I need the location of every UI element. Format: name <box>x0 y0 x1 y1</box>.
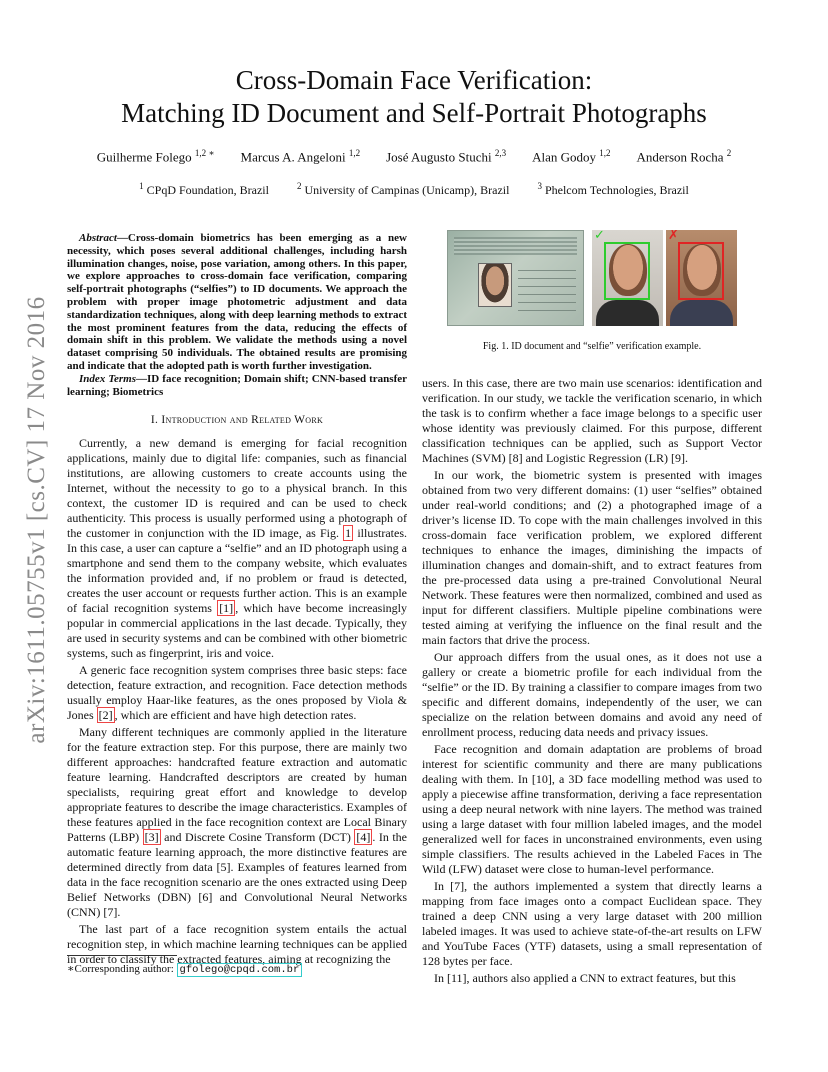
abstract <box>67 232 407 373</box>
footnote-divider <box>67 955 177 956</box>
figure-caption: Fig. 1. ID document and “selfie” verification example. <box>482 341 702 352</box>
match-bounding-box <box>604 242 650 300</box>
author: José Augusto Stuchi $^{2,3}$ <box>386 148 507 165</box>
paragraph: users. In this case, there are two main use scenarios: identification and verification. In our study, we tackle the verification scenario, in which the task is to confirm whether a face image belongs to a specific user whose identity was previously claimed. For this purpose, different classification techniques can be applied, such as Support Vector Machines (SVM) [8] and Logistic Regression (LR) [9]. <box>422 376 762 465</box>
selfie-match-image <box>592 230 663 326</box>
paragraph: In our work, the biometric system is presented with images obtained from two very different domains: (1) user “selfies” obtained under real-world conditions; and (2) a photographed image of a driver’s license ID. To cope with the main challenges involved in this cross-domain face verification problem, we explored different techniques to enhance the images, diminishing the impacts of illumination changes and domain-shift, and to extract features from the pre-processed data using a pre-trained Convolutional Neural Network. These features were then normalized, combined and used as input for different classifiers. Multiple pipeline combinations were tested aiming at verifying the influence on the final result and the main factors that drive the process. <box>422 468 762 647</box>
left-column <box>67 232 407 969</box>
paragraph: In [7], the authors implemented a system that directly learns a mapping from face images onto a compact Euclidean space. They trained a deep CNN using a very large dataset with 200 million labeled images. It was used to achieve state-of-the-art results on LFW and YouTube Faces (YTF) datasets, using a small representation of 128 bytes per face. <box>422 879 762 968</box>
author: Anderson Rocha $^2$ <box>636 148 732 165</box>
arxiv-stamp-text: arXiv:1611.05755v1 [cs.CV] 17 Nov 2016 <box>23 296 50 744</box>
paragraph: A generic face recognition system comprises three basic steps: face detection, feature extraction, and recognition. Face detection methods usually employ Haar-like features, as the ones proposed by Viola & Jones [2] , which are efficient and have high detection rates. <box>67 663 407 723</box>
citation-link[interactable]: [4] <box>356 830 371 845</box>
author: Marcus A. Angeloni $^{1,2}$ <box>240 148 361 165</box>
index-terms-lead: Index Terms <box>79 372 137 385</box>
footnote: ∗Corresponding author: gfolego@cpqd.com.br <box>67 962 302 976</box>
index-terms <box>67 373 407 399</box>
abstract-text: —Cross-domain biometrics has been emerging as a new necessity, which poses several additional challenges, including harsh illumination changes, noise, pose variation, among others. In this paper, we explore approaches to cross-domain face verification, comparing self-portrait photographs (“selfies”) to ID documents. We approach the problem with proper image photometric adjustment and data standardization techniques, along with deep learning methods to extract the most prominent features from the data, reducing the effects of domain shift in this problem. We validate the methods using a novel dataset comprising 50 individuals. The obtained results are promising and indicate that the adopted path is worth further investigation. <box>67 232 407 372</box>
paragraph: The last part of a face recognition system entails the actual recognition step, in which machine learning techniques can be applied in order to classify the extracted features, aiming at recognizing the <box>67 922 407 967</box>
paper-title <box>0 64 828 130</box>
figure-1 <box>447 230 737 326</box>
author: Guilherme Folego $^{1,2 ∗}$ <box>96 148 215 165</box>
index-terms-text: —ID face recognition; Domain shift; CNN-based transfer learning; Biometrics <box>67 372 407 398</box>
paragraph: Many different techniques are commonly applied in the literature for the feature extraction step. For this purpose, there are mainly two different approaches: handcrafted feature extraction and automatic feature learning. Handcrafted descriptors are created by human specialists, requiring great effort and knowledge to develop appropriate features to describe the image characteristics. Examples of these features applied in the face recognition context are Local Binary Patterns (LBP) [3] and Discrete Cosine Transform (DCT) [4] . In the automatic feature learning approach, the more distinctive features are determined directly from data [5]. Examples of features learned from data in the face recognition scenario are the ones extracted using Deep Belief Networks (DBN) [6] and Convolutional Neural Networks (CNN) [7]. <box>67 725 408 920</box>
paragraph: Face recognition and domain adaptation are problems of broad interest for scientific community and there are many publications dealing with them. In [10], a 3D face modelling method was used to apply a piecewise affine transformation, deriving a face representation using a deep neural network with nine layers. The method was trained using a large dataset with four million labeled images, and the model generalized well for faces in unconstrained environments, even using simple classifiers. The results achieved in the Labeled Faces in The Wild (LFW) dataset were close to human-level performance. <box>422 742 762 876</box>
paragraph: Our approach differs from the usual ones, as it does not use a gallery or create a biometric profile for each individual from the “selfie” or the ID. By training a classifier to compare images from two specific and different domains, independently of the user, we can specialize on the relation between domains and avoid any need of enrollment process, reducing data needs and privacy issues. <box>422 650 762 739</box>
email-link[interactable]: gfolego@cpqd.com.br <box>177 963 303 977</box>
citation-link[interactable]: [2] <box>98 708 113 723</box>
affiliation: $^2$ University of Campinas (Unicamp), Brazil <box>296 181 510 197</box>
nonmatch-bounding-box <box>678 242 724 300</box>
section-heading: I. Introduction and Related Work <box>150 414 324 427</box>
citation-link[interactable]: [1] <box>219 601 234 616</box>
abstract-lead: Abstract <box>79 232 117 244</box>
author-list <box>40 148 788 165</box>
affiliation: $^1$ CPqD Foundation, Brazil <box>139 181 269 197</box>
figure-reference-link[interactable]: 1 <box>345 526 352 541</box>
affiliation-list <box>40 181 788 198</box>
cross-icon: ✗ <box>668 230 679 243</box>
id-portrait <box>478 263 512 307</box>
check-icon: ✓ <box>594 230 605 243</box>
affiliation: $^3$ Phelcom Technologies, Brazil <box>537 181 689 197</box>
selfie-nonmatch-image <box>666 230 737 326</box>
author: Alan Godoy $^{1,2}$ <box>532 148 611 165</box>
title-line-2: Matching ID Document and Self-Portrait Photographs <box>121 98 707 128</box>
citation-link[interactable]: [3] <box>144 830 159 845</box>
paragraph: Currently, a new demand is emerging for facial recognition applications, mainly due to digital life: companies, such as financial institutions, are allowing customers to create accounts using the Internet, without the necessity to go to a physical branch. In this context, the customer ID is required and can be used to check authenticity. This process is usually performed using a photograph of the customer in conjunction with the ID image, as Fig. 1 illustrates. In this case, a user can capture a “selfie” and an ID photograph using a smartphone and send them to the company website, which evaluates the information provided and, if no problem or fraud is detected, creates the user account or requests further action. This is an example of facial recognition systems [1] , which have become increasingly popular in commercial applications in the last decade. Typically, they are used in security systems and can be combined with other biometric systems, such as fingerprint, iris and voice. <box>67 436 408 661</box>
arxiv-stamp <box>22 275 52 765</box>
right-column <box>422 376 762 988</box>
title-line-1: Cross-Domain Face Verification: <box>235 65 593 95</box>
paragraph: In [11], authors also applied a CNN to extract features, but this <box>434 971 736 985</box>
id-document-image <box>447 230 584 326</box>
